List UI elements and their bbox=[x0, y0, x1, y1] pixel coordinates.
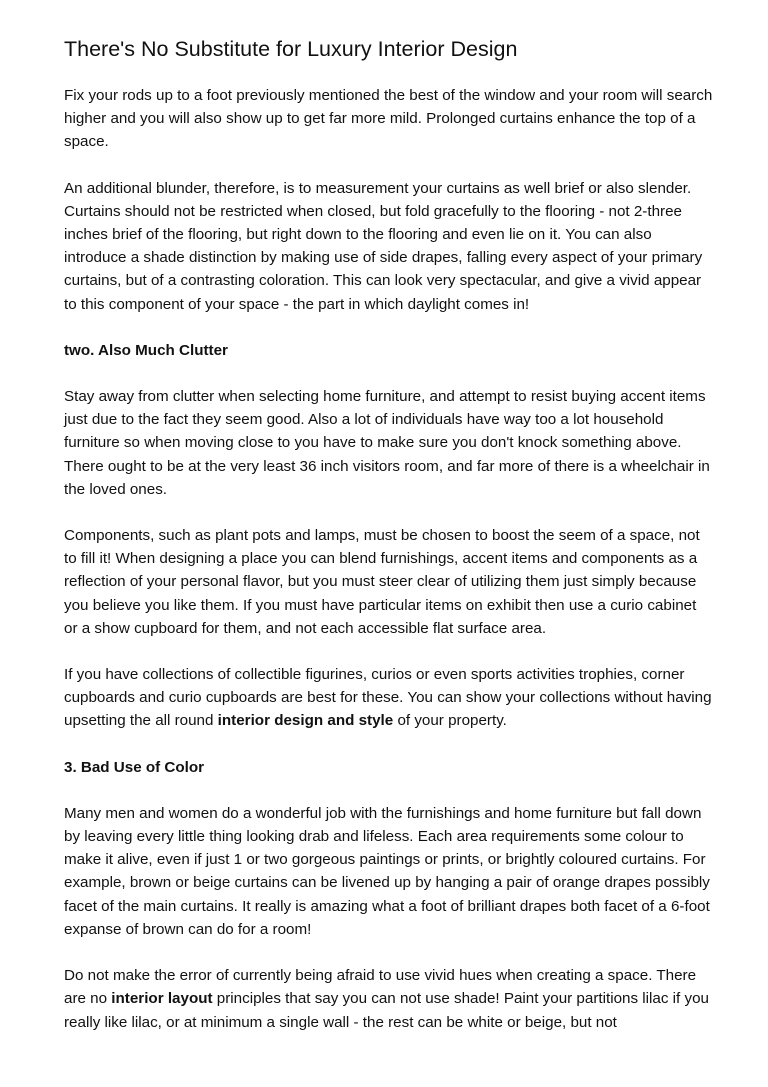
document-page bbox=[64, 34, 714, 1057]
paragraph-5 bbox=[64, 663, 714, 733]
section-heading-clutter: two. Also Much Clutter bbox=[64, 341, 228, 359]
paragraph-7-text-a: Do not make the error of currently being afraid to use vivid hues when creating a space. There are no bbox=[64, 967, 697, 1008]
paragraph-5-text-b: of your property. bbox=[393, 712, 507, 730]
paragraph-7-keyword: interior layout bbox=[111, 990, 213, 1008]
paragraph-5-keyword: interior design and style bbox=[217, 712, 394, 730]
paragraph-2: An additional blunder, therefore, is to measurement your curtains as well brief or also slender. Curtains should not be restricted when closed, but fold gracefully to the flooring - not 2-three inches brief of the flooring, but right down to the flooring and even lie on it. You can also introduce a shade distinction by making use of side drapes, falling every aspect of your primary curtains, but of a contrasting coloration. This can look very spectacular, and give a vivid appear to this component of your space - the part in which daylight comes in! bbox=[64, 179, 703, 313]
section-heading-color: 3. Bad Use of Color bbox=[64, 758, 205, 776]
paragraph-6: Many men and women do a wonderful job with the furnishings and home furniture but fall down by leaving every little thing looking drab and lifeless. Each area requirements some colour to make it alive, even if just 1 or two gorgeous paintings or prints, or brightly coloured curtains. For example, brown or beige curtains can be livened up by hanging a pair of orange drapes possibly facet of the main curtains. It really is amazing what a foot of brilliant drapes both facet of a 6-foot expanse of brown can do for a room! bbox=[64, 804, 710, 938]
paragraph-5-text-a: If you have collections of collectible figurines, curios or even sports activities trophies, corner cupboards and curio cupboards are best for these. You can show your collections without having upsetting the all round bbox=[64, 666, 712, 730]
paragraph-3: Stay away from clutter when selecting home furniture, and attempt to resist buying accent items just due to the fact they seem good. Also a lot of individuals have way too a lot household furniture so when moving close to you have to make sure you don't knock something above. There ought to be at the very least 36 inch visitors room, and far more of there is a wheelchair in the loved ones. bbox=[64, 388, 710, 498]
paragraph-4: Components, such as plant pots and lamps, must be chosen to boost the seem of a space, not to fill it! When designing a place you can blend furnishings, accent items and components as a reflection of your personal flavor, but you must steer clear of utilizing them just simply because you believe you like them. If you must have particular items on exhibit then use a curio cabinet or a show cupboard for them, and not each accessible flat surface area. bbox=[64, 527, 700, 637]
paragraph-7 bbox=[64, 964, 714, 1034]
page-title: There's No Substitute for Luxury Interior Design bbox=[64, 37, 518, 61]
paragraph-1: Fix your rods up to a foot previously mentioned the best of the window and your room will search higher and you will also show up to get far more mild. Prolonged curtains enhance the top of a space. bbox=[64, 87, 713, 151]
paragraph-7-text-b: principles that say you can not use shade! Paint your partitions lilac if you really like lilac, or at minimum a single wall - the rest can be white or beige, but not bbox=[64, 990, 709, 1031]
